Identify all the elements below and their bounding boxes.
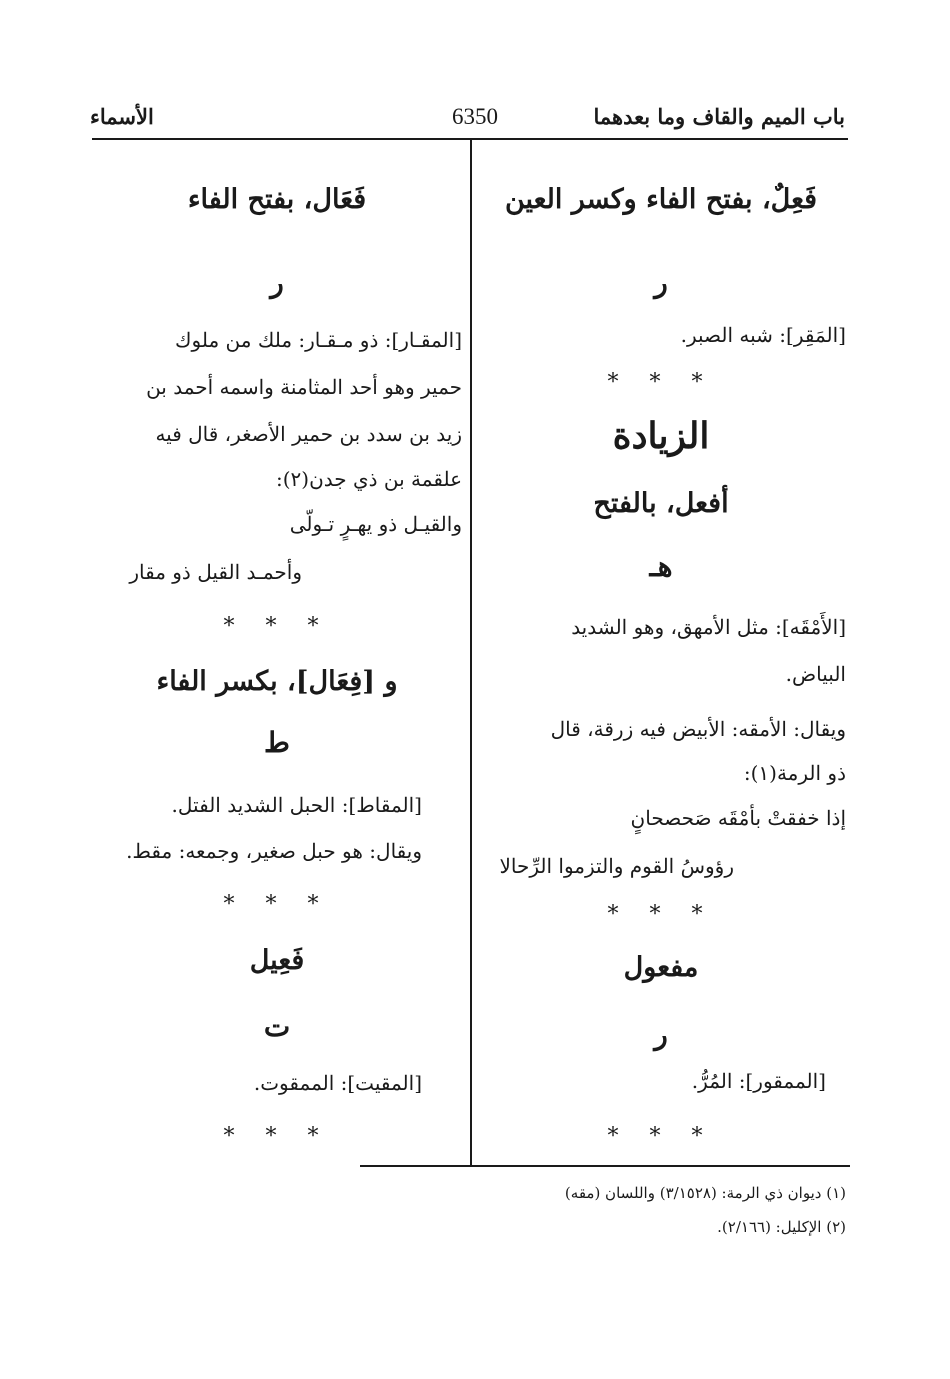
entry-alamqah-line1: [الأَمْقَه]: مثل الأمهق، وهو الشديد xyxy=(571,615,846,639)
heading-fiaal: و [فِعَال]، بكسر الفاء xyxy=(156,666,398,697)
heading-afal: أفعل، بالفتح xyxy=(593,488,729,519)
letter-heading-ta-small: ت xyxy=(263,1010,291,1043)
section-separator: * * * xyxy=(223,892,331,917)
verse-hemistich-2: وأحمـد القيل ذو مقار xyxy=(129,560,302,584)
running-header-chapter: باب الميم والقاف وما بعدهما xyxy=(593,104,845,129)
section-separator: * * * xyxy=(607,902,715,927)
letter-heading-ra: ر xyxy=(654,1018,668,1051)
section-separator: * * * xyxy=(223,614,331,639)
section-separator: * * * xyxy=(607,1124,715,1149)
letter-heading-ta: ط xyxy=(264,726,290,759)
section-separator: * * * xyxy=(607,370,715,395)
footnote-1: (١) ديوان ذي الرمة: (٣/١٥٢٨) واللسان (مقه) xyxy=(564,1184,846,1202)
entry-almaqir: [المَقِر]: شبه الصبر. xyxy=(680,323,846,347)
entry-yuqal-line1: ويقال: الأمقه: الأبيض فيه زرقة، قال xyxy=(550,717,846,741)
entry-almaqar-line1: [المقـار]: ذو مـقـار: ملك من ملوك xyxy=(175,328,462,352)
heading-faal: فَعَال، بفتح الفاء xyxy=(187,184,367,215)
entry-almamqur: [الممقور]: المُرُّ. xyxy=(691,1069,826,1093)
footnote-rule xyxy=(360,1165,850,1167)
section-title-ziyada: الزيادة xyxy=(612,415,710,457)
running-header-section: الأسماء xyxy=(90,104,154,129)
verse-hemistich-1: والقيـل ذو يهـرٍ تـولّى xyxy=(289,512,462,536)
entry-almaqeet: [المقيت]: الممقوت. xyxy=(253,1071,422,1095)
letter-heading-ra: ر xyxy=(654,266,668,299)
heading-faeel: فَعِيل xyxy=(249,945,305,976)
heading-faeil: فَعِلٌ، بفتح الفاء وكسر العين xyxy=(504,184,818,215)
entry-almaqar-line4: علقمة بن ذي جدن(٢): xyxy=(275,467,462,491)
letter-heading-ra: ر xyxy=(270,266,284,299)
footnote-2: (٢) الإكليل: (٢/١٦٦). xyxy=(717,1218,846,1236)
entry-yuqal: ويقال: هو حبل صغير، وجمعه: مقط. xyxy=(126,839,422,863)
entry-yuqal-line2: ذو الرمة(١): xyxy=(743,761,846,785)
entry-almaqar-line2: حمير وهو أحد المثامنة واسمه أحمد بن xyxy=(146,375,462,399)
heading-mafool: مفعول xyxy=(623,952,699,983)
verse-hemistich-2: رؤوسُ القوم والتزموا الرِّحالا xyxy=(499,854,734,878)
column-divider xyxy=(470,140,472,1166)
letter-heading-ha: هـ xyxy=(649,550,673,583)
entry-almaqat: [المقاط]: الحبل الشديد الفتل. xyxy=(171,793,422,817)
entry-almaqar-line3: زيد بن سدد بن حمير الأصغر، قال فيه xyxy=(155,422,462,446)
verse-hemistich-1: إذا خفقتْ بأمْقَه صَحصحانٍ xyxy=(630,806,846,830)
page-number: 6350 xyxy=(452,104,498,129)
section-separator: * * * xyxy=(223,1124,331,1149)
entry-alamqah-line2: البياض. xyxy=(785,662,846,686)
